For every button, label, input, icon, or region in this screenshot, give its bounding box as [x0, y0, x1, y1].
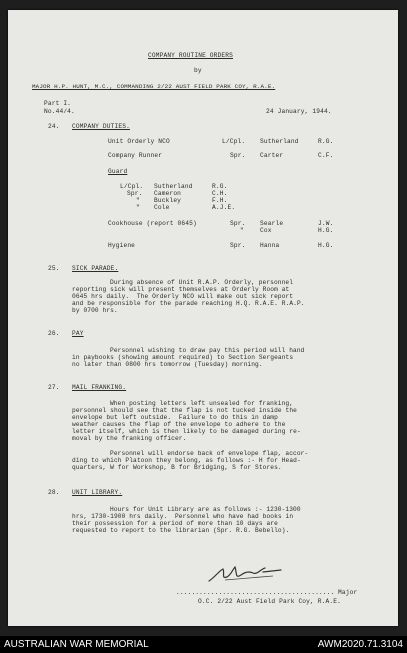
footer-institution: AUSTRALIAN WAR MEMORIAL	[4, 639, 149, 650]
order-number: No.44/4.	[44, 108, 75, 115]
guard-name: Cameron	[154, 190, 182, 197]
paragraph-line: hrs, 1730-1900 hrs daily. Personnel who have had books in	[72, 513, 294, 520]
part-label: Part I.	[44, 100, 72, 107]
cook-initials: J.W.	[318, 220, 334, 227]
duty-initials: C.F.	[318, 152, 334, 159]
paragraph-line: During absence of Unit R.A.P. Orderly, personnel	[110, 279, 294, 286]
guard-rank: "	[136, 197, 140, 204]
duty-person: Carter	[260, 152, 284, 159]
section-28-number: 28.	[48, 489, 60, 496]
section-27-heading: MAIL FRANKING.	[72, 384, 127, 391]
paragraph-line: personnel should see that the flap is not tucked inside the	[72, 407, 297, 414]
paragraph-line: When posting letters left unsealed for franking,	[110, 400, 294, 407]
duty-name: Company Runner	[108, 152, 163, 159]
hygiene-name: Hanna	[260, 242, 280, 249]
duty-rank: L/Cpl.	[222, 138, 246, 145]
guard-name: Buckley	[154, 197, 182, 204]
paragraph-line: letter itself, which is then likely to be damaged during re-	[72, 428, 301, 435]
cook-name: Cox	[260, 227, 272, 234]
section-25-heading: SICK PARADE.	[72, 265, 119, 272]
paragraph-line: and be responsible for the parade reaching H.Q. R.A.E. R.A.P.	[72, 300, 305, 307]
paragraph-line: quarters, W for Workshop, B for Bridging, S for Stores.	[72, 464, 282, 471]
order-date: 24 January, 1944.	[266, 108, 332, 115]
duty-name: Unit Orderly NCO	[108, 138, 170, 145]
hygiene-initials: H.G.	[318, 242, 334, 249]
handwritten-signature	[205, 563, 285, 585]
section-24-heading: COMPANY DUTIES.	[72, 123, 130, 130]
section-24-number: 24.	[48, 123, 60, 130]
signature-rank: Major	[338, 589, 358, 596]
section-28-heading: UNIT LIBRARY.	[72, 489, 123, 496]
signature-office: O.C. 2/22 Aust Field Park Coy, R.A.E.	[198, 598, 341, 605]
paragraph-line: reporting sick will present themselves at Orderly Room at	[72, 286, 290, 293]
paragraph-line: envelope but left outside. Failure to do this in damp	[72, 414, 278, 421]
doc-subtitle: MAJOR H.P. HUNT, M.C., COMMANDING 2/22 AUST FIELD PARK COY, R.A.E.	[32, 83, 276, 90]
duty-initials: R.G.	[318, 138, 334, 145]
hygiene-rank: Spr.	[230, 242, 246, 249]
duty-rank: Spr.	[230, 152, 246, 159]
guard-initials: A.J.E.	[212, 204, 236, 211]
guard-name: Sutherland	[154, 183, 193, 190]
guard-rank: "	[136, 204, 140, 211]
paragraph-line: weather causes the flap of the envelope to adhere to the	[72, 421, 286, 428]
doc-title: COMPANY ROUTINE ORDERS	[148, 52, 233, 59]
document-page	[8, 10, 398, 626]
paragraph-line: their possession for a period of more than 10 days are	[72, 520, 278, 527]
signature-line: .........................................	[176, 589, 335, 596]
guard-rank: L/Cpl.	[120, 183, 144, 190]
section-26-heading: PAY	[72, 330, 84, 337]
guard-name: Cole	[154, 204, 170, 211]
paragraph-line: Hours for Unit Library are as follows :- 1230-1300	[110, 506, 301, 513]
duty-person: Sutherland	[260, 138, 299, 145]
section-26-number: 26.	[48, 330, 60, 337]
paragraph-line: Personnel will endorse back of envelope flap, accor-	[110, 450, 309, 457]
section-25-number: 25.	[48, 265, 60, 272]
cook-name: Searle	[260, 220, 284, 227]
paragraph-line: moval by the franking officer.	[72, 435, 187, 442]
paragraph-line: ding to which Platoon they belong, as follows :- H for Head-	[72, 457, 301, 464]
hygiene-label: Hygiene	[108, 242, 136, 249]
paragraph-line: Personnel wishing to draw pay this period will hand	[110, 347, 305, 354]
paragraph-line: in paybooks (showing amount required) to Section Sergeants	[72, 354, 294, 361]
cook-rank: "	[240, 227, 244, 234]
cookhouse-label: Cookhouse (report 0645)	[108, 220, 197, 227]
section-27-number: 27.	[48, 384, 60, 391]
guard-initials: F.H.	[212, 197, 228, 204]
archive-footer	[0, 636, 407, 653]
cook-rank: Spr.	[230, 220, 246, 227]
guard-initials: R.G.	[212, 183, 228, 190]
guard-initials: C.H.	[212, 190, 228, 197]
guard-rank: Spr.	[127, 190, 143, 197]
guard-heading: Guard	[108, 168, 128, 175]
cook-initials: H.G.	[318, 227, 334, 234]
paragraph-line: by 0700 hrs.	[72, 307, 118, 314]
paragraph-line: 0645 hrs daily. The Orderly NCO will make out sick report	[72, 293, 294, 300]
doc-by: by	[194, 67, 202, 74]
paragraph-line: requested to report to the librarian (Spr. R.G. Bebello).	[72, 527, 290, 534]
paragraph-line: no later than 0800 hrs tomorrow (Tuesday) morning.	[72, 361, 263, 368]
footer-accession-number: AWM2020.71.3104	[317, 639, 403, 650]
